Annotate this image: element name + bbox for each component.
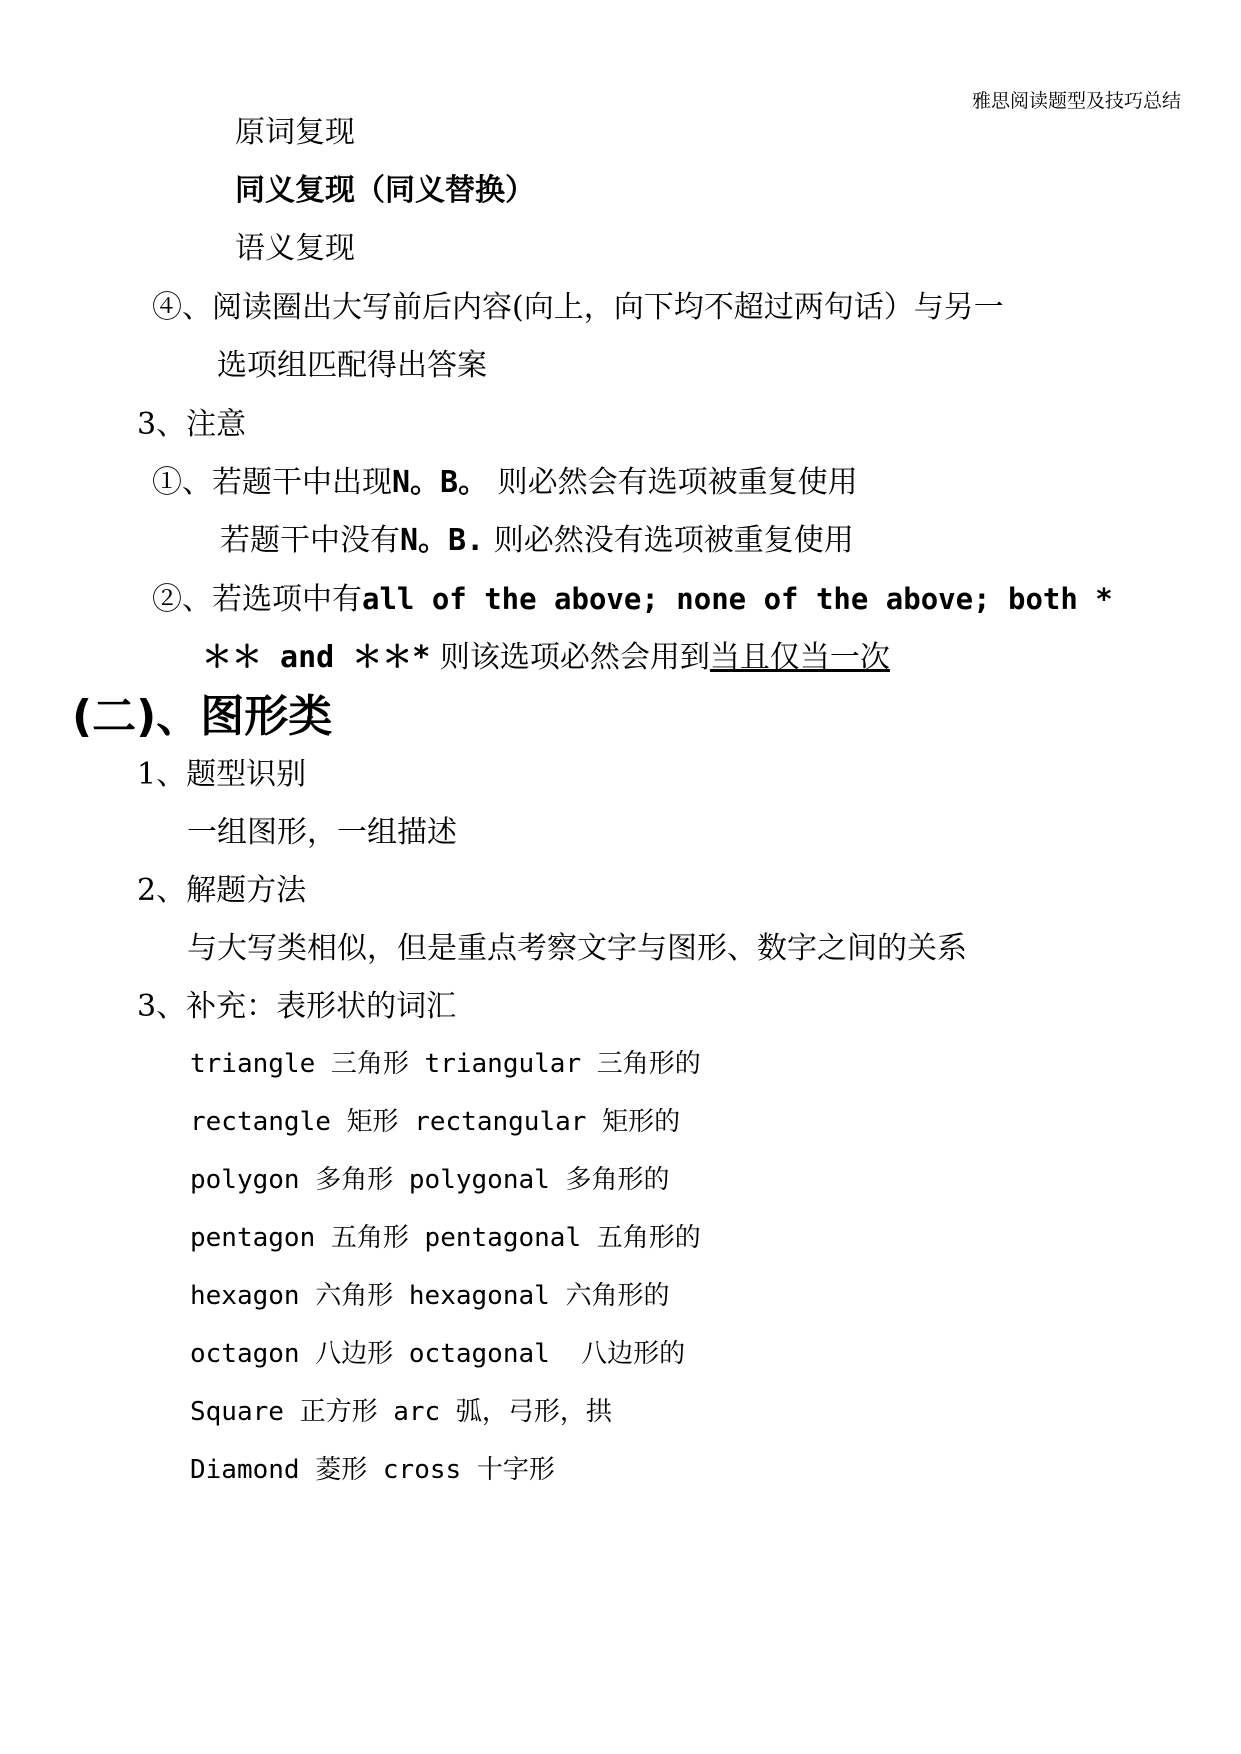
- vocab-cn: 三角形的: [596, 1049, 701, 1079]
- vocab-en: pentagonal: [408, 1223, 597, 1253]
- vocab-cn: 正方形: [299, 1397, 378, 1427]
- vocab-cn: 弧，弓形，拱: [455, 1397, 612, 1427]
- vocab-en: arc: [377, 1397, 456, 1427]
- note-1: [152, 465, 858, 500]
- vocab-row: [190, 1341, 685, 1367]
- vocab-en: triangle: [190, 1049, 331, 1079]
- vocab-cn: 八边形的: [581, 1339, 686, 1369]
- vocab-cn: 五角形: [330, 1223, 409, 1253]
- vocab-cn: 多角形的: [565, 1165, 670, 1195]
- recurrence-item-2: 同义复现（同义替换）: [235, 173, 535, 208]
- s1-heading: 1、题型识别: [137, 757, 307, 792]
- vocab-cn: 十字形: [476, 1455, 555, 1485]
- vocab-cn: 六角形: [315, 1281, 394, 1311]
- vocab-en: polygon: [190, 1165, 316, 1195]
- vocab-cn: 矩形: [346, 1107, 399, 1137]
- note-2: [152, 582, 1113, 617]
- note-2b-code: ＊＊ and ＊＊*: [202, 640, 431, 675]
- vocab-cn: 矩形的: [602, 1107, 681, 1137]
- notes-heading: 3、注意: [137, 407, 247, 442]
- section-2-title: (二)、图形类: [72, 691, 333, 742]
- step4-line2: 选项组匹配得出答案: [217, 348, 487, 383]
- vocab-row: [190, 1283, 669, 1309]
- note-1b-prefix: 若题干中没有: [220, 523, 400, 558]
- s2-text: 与大写类相似，但是重点考察文字与图形、数字之间的关系: [187, 931, 967, 966]
- note-1-prefix: ①、若题干中出现: [152, 465, 392, 500]
- vocab-en: octagon: [190, 1339, 316, 1369]
- s1-text: 一组图形，一组描述: [187, 815, 457, 850]
- s3-heading: 3、补充：表形状的词汇: [137, 989, 457, 1024]
- note-1b-code: N。B.: [400, 523, 485, 558]
- note-1b-suffix: 则必然没有选项被重复使用: [484, 523, 854, 558]
- note-1-suffix: 则必然会有选项被重复使用: [488, 465, 858, 500]
- note-2-code: all of the above; none of the above; both *: [362, 582, 1113, 616]
- vocab-cn: 三角形: [330, 1049, 409, 1079]
- vocab-en: hexagonal: [393, 1281, 566, 1311]
- note-2b-underline: 当且仅当一次: [709, 640, 890, 675]
- vocab-en: polygonal: [393, 1165, 566, 1195]
- vocab-cn: 菱形: [315, 1455, 368, 1485]
- vocab-en: rectangular: [398, 1107, 603, 1137]
- recurrence-item-1: 原词复现: [235, 115, 355, 150]
- vocab-en: rectangle: [190, 1107, 347, 1137]
- vocab-row: [190, 1225, 701, 1251]
- vocab-cn: 八边形: [315, 1339, 394, 1369]
- note-1b: [220, 523, 854, 558]
- vocab-en: Square: [190, 1397, 300, 1427]
- vocab-row: [190, 1167, 669, 1193]
- vocab-en: triangular: [408, 1049, 597, 1079]
- page-header: 雅思阅读题型及技巧总结: [971, 90, 1181, 112]
- note-1-code: N。B。: [392, 465, 489, 500]
- step4-line1: ④、阅读圈出大写前后内容(向上，向下均不超过两句话）与另一: [152, 290, 1004, 325]
- vocab-row: [190, 1109, 680, 1135]
- note-2b-mid: 则该选项必然会用到: [430, 640, 710, 675]
- vocab-en: cross: [367, 1455, 477, 1485]
- vocab-row: [190, 1051, 701, 1077]
- vocab-cn: 多角形: [315, 1165, 394, 1195]
- vocab-en: Diamond: [190, 1455, 316, 1485]
- note-2b: [202, 640, 890, 675]
- vocab-cn: 五角形的: [596, 1223, 701, 1253]
- vocab-row: [190, 1399, 612, 1425]
- vocab-en: hexagon: [190, 1281, 316, 1311]
- vocab-en: pentagon: [190, 1223, 331, 1253]
- note-2-prefix: ②、若选项中有: [152, 582, 362, 617]
- recurrence-item-3: 语义复现: [235, 231, 355, 266]
- s2-heading: 2、解题方法: [137, 873, 307, 908]
- vocab-cn: 六角形的: [565, 1281, 670, 1311]
- vocab-row: [190, 1457, 555, 1483]
- vocab-en: octagonal: [393, 1339, 582, 1369]
